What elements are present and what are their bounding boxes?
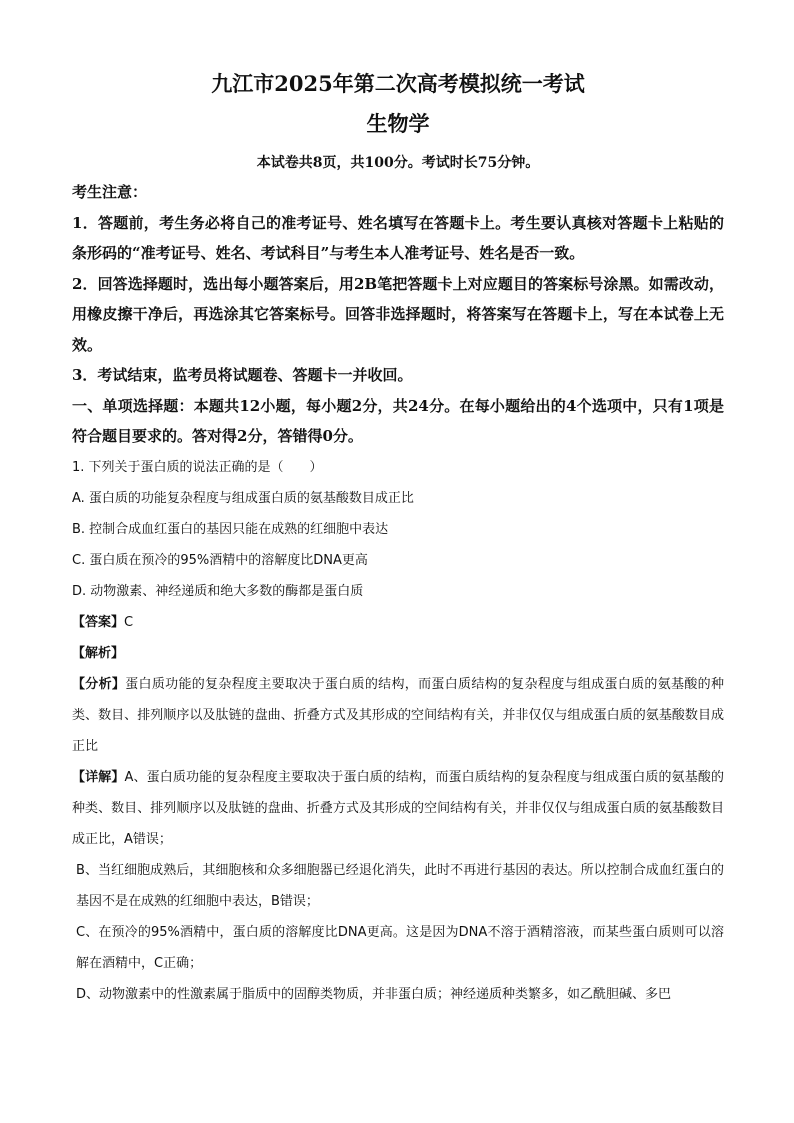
option-c: C. 蛋白质在预冷的95%酒精中的溶解度比DNA更高: [72, 552, 368, 568]
question-1: [72, 452, 724, 607]
option-b: B. 控制合成血红蛋白的基因只能在成熟的红细胞中表达: [72, 521, 389, 537]
xiangjie-c: C、在预冷的95%酒精中，蛋白质的溶解度比DNA更高。这是因为DNA不溶于酒精溶液，而某些蛋白质则可以溶解在酒精中，C正确；: [76, 924, 724, 971]
section-header: 一、单项选择题：本题共12小题，每小题2分，共24分。在每小题给出的4个选项中，只有1项是符合题目要求的。答对得2分，答错得0分。: [72, 396, 724, 445]
subject-title: 生物学: [366, 111, 430, 136]
xiangjie-a: A、蛋白质功能的复杂程度主要取决于蛋白质的结构，而蛋白质结构的复杂程度与组成蛋白质的氨基酸的种类、数目、排列顺序以及肽链的盘曲、折叠方式及其形成的空间结构有关，并非仅仅与组成蛋白质的氨基酸数目成正比，A错误；: [72, 769, 724, 847]
option-d: D. 动物激素、神经递质和绝大多数的酶都是蛋白质: [72, 583, 364, 599]
xiangjie-d: D、动物激素中的性激素属于脂质中的固醇类物质，并非蛋白质；神经递质种类繁多，如乙酰胆碱、多巴: [76, 986, 672, 1002]
xiangjie-paragraph: [72, 762, 724, 855]
fenxi-paragraph: [72, 669, 724, 762]
question-stem: 1. 下列关于蛋白质的说法正确的是（ ）: [72, 459, 323, 475]
analysis-tag: 【解析】: [72, 645, 125, 661]
notice-heading: 考生注意：: [72, 183, 148, 201]
notice-item: 2．回答选择题时，选出每小题答案后，用2B笔把答题卡上对应题目的答案标号涂黑。如需改动，用橡皮擦干净后，再选涂其它答案标号。回答非选择题时，将答案写在答题卡上，写在本试卷上无效。: [72, 274, 724, 354]
answer-value: C: [124, 614, 134, 630]
answer-line: [72, 607, 724, 638]
notice-item: 3．考试结束，监考员将试题卷、答题卡一并收回。: [72, 366, 413, 384]
xiangjie-tag: 【详解】: [72, 769, 125, 785]
fenxi-tag: 【分析】: [72, 676, 126, 692]
xiangjie-b: B、当红细胞成熟后，其细胞核和众多细胞器已经退化消失，此时不再进行基因的表达。所以控制合成血红蛋白的基因不是在成熟的红细胞中表达，B错误；: [76, 862, 724, 909]
notice-item: 1．答题前，考生务必将自己的准考证号、姓名填写在答题卡上。考生要认真核对答题卡上粘贴的条形码的“准考证号、姓名、考试科目”与考生本人准考证号、姓名是否一致。: [72, 213, 724, 262]
analysis-tag-line: [72, 638, 724, 669]
answer-tag: 【答案】: [72, 614, 125, 630]
option-a: A. 蛋白质的功能复杂程度与组成蛋白质的氨基酸数目成正比: [72, 490, 414, 506]
candidate-notice: [72, 177, 724, 452]
fenxi-text: 蛋白质功能的复杂程度主要取决于蛋白质的结构，而蛋白质结构的复杂程度与组成蛋白质的氨基酸的种类、数目、排列顺序以及肽链的盘曲、折叠方式及其形成的空间结构有关，并非仅仅与组成蛋白质的氨基酸数目成正比: [72, 676, 724, 754]
analysis-body: [72, 669, 724, 1010]
exam-page: [72, 68, 724, 1010]
exam-title: 九江市2025年第二次高考模拟统一考试: [211, 71, 585, 96]
exam-info: 本试卷共8页，共100分。考试时长75分钟。: [256, 155, 540, 171]
